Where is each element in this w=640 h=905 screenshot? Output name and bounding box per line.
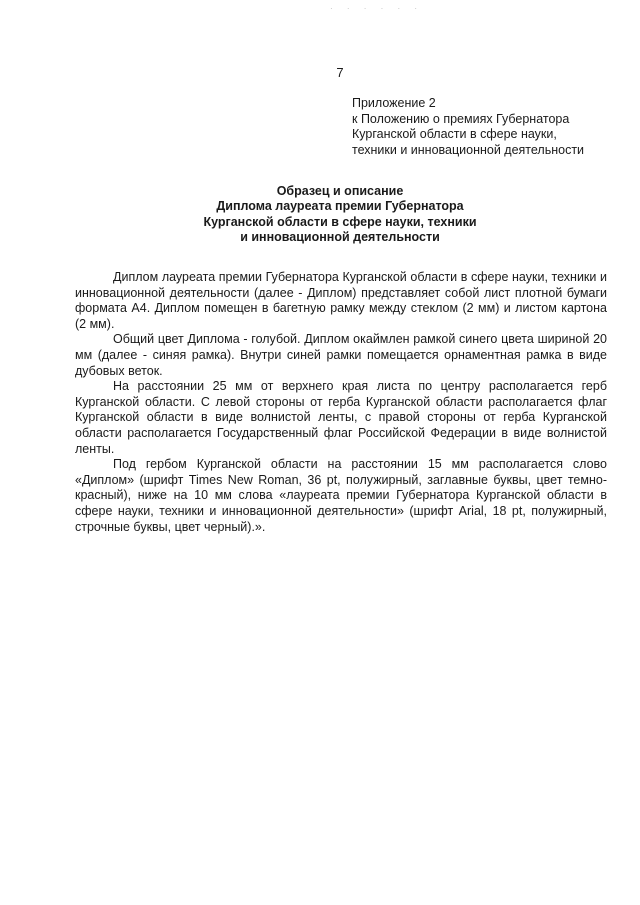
title-line: Диплома лауреата премии Губернатора xyxy=(216,199,464,214)
title-line: Образец и описание xyxy=(276,184,404,198)
appendix-line: техники и инновационной деятельности xyxy=(352,142,585,157)
body-paragraph: Под гербом Курганской области на расстоянии 15 мм располагается слово «Диплом» (шрифт Times New Roman, 36 pt, полужирный, заглавные буквы, цвет темно-красный), ниже на 10 мм слова «лауреата премии Губернатора Курганской области в сфере науки, техники и инновационной деятельности» (шрифт Arial, 18 pt, полужирный, строчные буквы, цвет черный).». xyxy=(75,457,607,534)
body-paragraph: Диплом лауреата премии Губернатора Курганской области в сфере науки, техники и инновационной деятельности (далее - Диплом) представляет собой лист плотной бумаги формата А4. Диплом помещен в багетную рамку между стеклом (2 мм) и листом картона (2 мм). xyxy=(75,270,607,331)
title-line: Курганской области в сфере науки, техники xyxy=(203,214,477,229)
body-paragraph: Общий цвет Диплома - голубой. Диплом окаймлен рамкой синего цвета шириной 20 мм (далее - синяя рамка). Внутри синей рамки помещается орнаментная рамка в виде дубовых веток. xyxy=(75,332,607,378)
appendix-line: к Положению о премиях Губернатора xyxy=(352,111,570,126)
document-body xyxy=(75,270,607,535)
appendix-header xyxy=(352,96,584,158)
document-title xyxy=(0,184,640,246)
title-line: и инновационной деятельности xyxy=(240,230,440,245)
body-paragraph: На расстоянии 25 мм от верхнего края листа по центру располагается герб Курганской области. С левой стороны от герба Курганской области располагается флаг Курганской области в виде волнистой ленты, с правой стороны от герба Курганской области располагается Государственный флаг Российской Федерации в виде волнистой ленты. xyxy=(75,379,607,456)
page-number: 7 xyxy=(336,65,344,80)
appendix-line: Курганской области в сфере науки, xyxy=(352,127,557,142)
appendix-line: Приложение 2 xyxy=(352,96,436,110)
scan-artifact: · · · · · · xyxy=(330,4,424,13)
